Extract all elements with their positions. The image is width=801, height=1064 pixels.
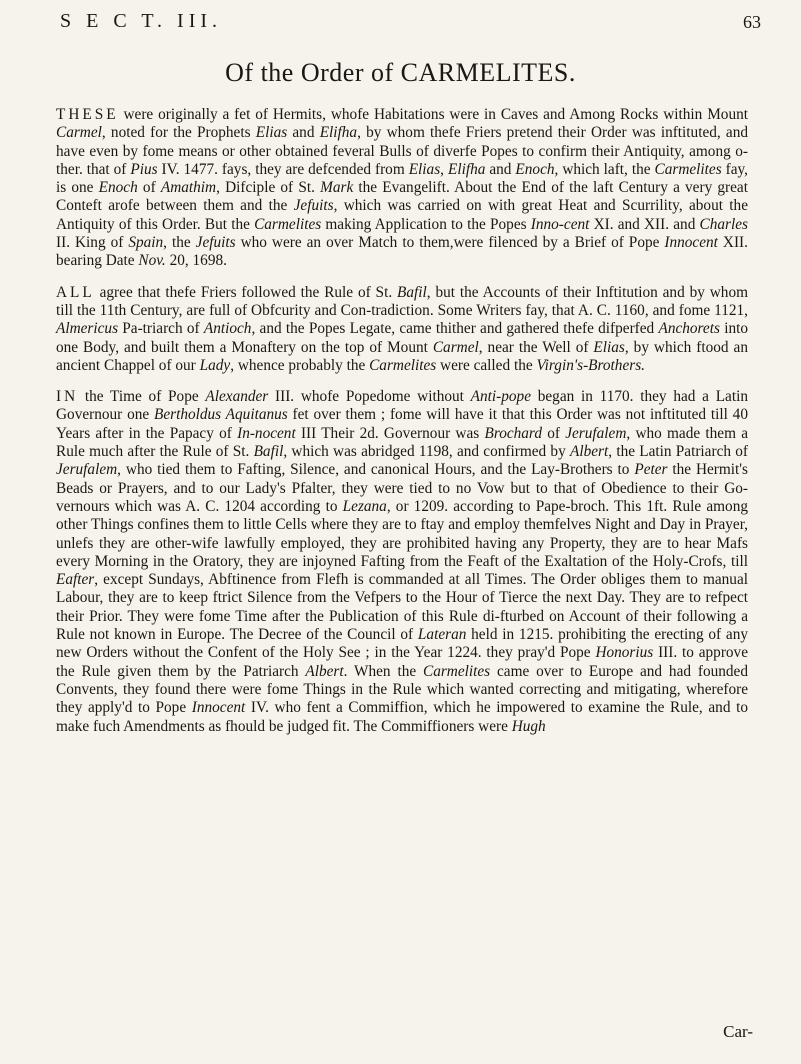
italic-run: Enoch — [98, 179, 138, 197]
italic-run: Alexander — [205, 388, 269, 406]
text-run: began in 1170. they had a Latin Governour one — [56, 388, 748, 424]
section-label: S E C T. III. — [60, 10, 223, 32]
paragraph-3 — [56, 388, 748, 736]
italic-run: Almericus — [56, 320, 119, 338]
text-run: the Evangelift. About the End of the laft Century a very great Conteft arofe between them and the — [56, 179, 748, 215]
catchword: Car- — [723, 1022, 753, 1041]
italic-run: Jerufalem — [565, 424, 627, 442]
page-number: 63 — [743, 12, 761, 32]
text-run: , which was carried on with great Heat and Scurrility, about the Antiquity of this Order. But the — [56, 197, 748, 233]
italic-run: Pius — [130, 160, 158, 178]
italic-run: Honorius — [595, 644, 654, 662]
text-run: , but the Accounts of their Inftitution and by whom till the 11th Century, are full of Obfcurity and Con-tradiction. Some Writers fay, that A. C. 1160, and fome 1121, — [56, 283, 748, 319]
italic-run: Carmelites — [254, 215, 322, 233]
text-run: making Application to the Popes — [321, 215, 531, 233]
italic-run: Jefuits — [195, 234, 236, 252]
text-run: and — [287, 124, 320, 142]
italic-run: Jefuits — [293, 197, 334, 215]
italic-run: Albert — [305, 662, 344, 680]
italic-run: Eafter — [56, 571, 95, 589]
text-run: XI. and XII. and — [589, 215, 700, 233]
text-run: the Hermit's Beads or Prayers, and to our Lady's Pfalter, they were tied to no Vow but to that of Obedience to their Go-vernours which was A. C. 1204 according to — [56, 461, 749, 515]
text-run: fet over them ; fome will have it that this Order was not inftituted till 40 Years after in the Papacy of — [56, 406, 748, 442]
italic-run: Lezana — [342, 497, 387, 515]
text-run: came over to Europe and had founded Convents, they found there were fome Things in the Rule which wanted correcting and mitigating, wherefore they apply'd to Pope — [56, 662, 748, 717]
text-run: , or 1209. according to Pape-broch. This 1ft. Rule among other Things confines them to little Cells where they are to ftay and employ themfelves Night and Day in Prayer, unlefs they are other-wife lawfully employed, they are prohibited having any Property, they are to hear Mafs every Morning in the Oratory, they are injoyned Fafting from the Feaft of the Exaltation of the Holy-Crofs, till — [56, 497, 748, 570]
text-run: , and the Popes Legate, came thither and gathered thefe difperfed — [251, 320, 659, 338]
italic-run: Amathim — [160, 179, 217, 197]
text-run: were called the — [436, 356, 537, 374]
text-run: 20, 1698. — [165, 252, 227, 270]
text-run: IV. who fent a Commiffion, which he impowered to examine the Rule, and to make fuch Amendments as fhould be judged fit. The Commiffioners were — [56, 699, 748, 735]
text-run: held in 1215. prohibiting the erecting of any new Orders without the Confent of the Holy See ; in the Year 1224. they pray'd Pope — [56, 626, 748, 662]
italic-run: Antioch — [203, 320, 252, 338]
text-run: and — [485, 160, 516, 178]
text-run: into one Body, and built them a Monaftery on the top of Mount — [56, 320, 748, 356]
paragraph-lead-word: IN — [56, 388, 79, 406]
italic-run: Carmelites — [654, 160, 722, 178]
text-run: who were an over Match to them,were filenced by a Brief of Pope — [235, 234, 665, 252]
italic-run: Elifha — [319, 124, 358, 142]
text-run: , except Sundays, Abftinence from Flefh is commanded at all Times. The Order obliges them to manual Labour, they are to keep ftrict Silence from the Vefpers to the Hour of Tierce the next Day. They are to refpect their Prior. They were fome Time after the Publication of this Rule di-fturbed on Account of their following a Rule not known in Europe. The Decree of the Council of — [56, 571, 748, 644]
italic-run: Peter — [634, 461, 668, 479]
italic-run: Inno-cent — [530, 215, 590, 233]
text-run: were originally a fet of Hermits, whofe Habitations were in Caves and Among Rocks within Mount — [118, 106, 748, 123]
italic-run: Lady — [199, 356, 231, 374]
text-run: , the — [163, 234, 196, 252]
text-run: , which was abridged 1198, and confirmed by — [283, 443, 570, 461]
italic-run: Brochard — [484, 424, 542, 442]
text-run: II. King of — [56, 234, 129, 252]
italic-run: Spain — [128, 234, 164, 252]
italic-run: Carmel — [56, 124, 102, 142]
text-run: , whence probably the — [230, 356, 370, 374]
running-header — [60, 10, 761, 40]
italic-run: Anti-pope — [470, 388, 531, 406]
text-run: fay, is one — [56, 160, 749, 197]
italic-run: Carmelites — [369, 356, 437, 374]
text-run: Pa-triarch of — [118, 320, 204, 338]
text-run: , noted for the Prophets — [101, 124, 256, 142]
italic-run: Nov. — [138, 252, 166, 270]
text-run: agree that thefe Friers followed the Rule of St. — [94, 283, 398, 301]
paragraph-lead-word: ALL — [56, 283, 95, 301]
chapter-title: Of the Order of CARMELITES. — [225, 58, 576, 87]
text-run: III. whofe Popedome without — [268, 388, 471, 406]
italic-run: Carmelites — [423, 662, 491, 680]
text-run: III Their 2d. Governour was — [295, 424, 485, 442]
italic-run: Hugh — [511, 717, 546, 735]
text-run: , by whom thefe Friers pretend their Order was inftituted, and have even by fome means or other obtained feveral Bulls of diverfe Popes to confirm their Antiquity, among o-ther. that of — [56, 124, 748, 178]
paragraph-2 — [56, 284, 748, 375]
paragraph-lead-word: THESE — [56, 106, 119, 123]
paragraph-1 — [56, 106, 748, 271]
text-run: , Difciple of St. — [216, 179, 321, 197]
italic-run: Bafil — [253, 443, 284, 461]
italic-run: Innocent — [664, 234, 718, 252]
text-run: IV. 1477. fays, they are defcended from — [157, 160, 409, 178]
italic-run: Charles — [699, 215, 748, 233]
italic-run: Enoch — [515, 160, 555, 178]
italic-run: Carmel — [432, 338, 479, 356]
italic-run: Bertholdus Aquitanus — [154, 406, 288, 424]
italic-run: In-nocent — [237, 424, 296, 442]
text-run: the Time of Pope — [78, 388, 206, 406]
text-run: XII. bearing Date — [56, 234, 748, 270]
text-run: III. to approve the Rule given them by the Patriarch — [56, 644, 748, 680]
text-run: , by which ftood an ancient Chappel of our — [56, 338, 748, 374]
text-run: , who made them a Rule much after the Rule of St. — [56, 424, 748, 461]
italic-run: Virgin's-Brothers. — [536, 356, 645, 374]
italic-run: Jerufalem — [56, 461, 118, 479]
text-run: of — [541, 424, 566, 442]
text-run: , who tied them to Fafting, Silence, and canonical Hours, and the Lay-Brothers to — [117, 461, 635, 479]
italic-run: Mark — [320, 179, 354, 197]
text-run: . When the — [343, 662, 423, 680]
text-run: of — [137, 179, 161, 197]
text-run: , — [440, 160, 448, 178]
text-run: , which laft, the — [554, 160, 655, 178]
italic-run: Anchorets — [658, 320, 720, 338]
italic-run: Albert — [569, 443, 609, 461]
text-run: , the Latin Patriarch of — [608, 443, 749, 461]
italic-run: Bafil — [397, 283, 427, 301]
italic-run: Elifha — [447, 160, 486, 178]
italic-run: Lateran — [417, 626, 467, 644]
body-text — [56, 106, 748, 749]
italic-run: Elias — [408, 160, 441, 178]
text-run: , near the Well of — [478, 338, 594, 356]
italic-run: Innocent — [191, 699, 246, 717]
italic-run: Elias — [593, 338, 625, 356]
italic-run: Elias — [255, 124, 288, 142]
